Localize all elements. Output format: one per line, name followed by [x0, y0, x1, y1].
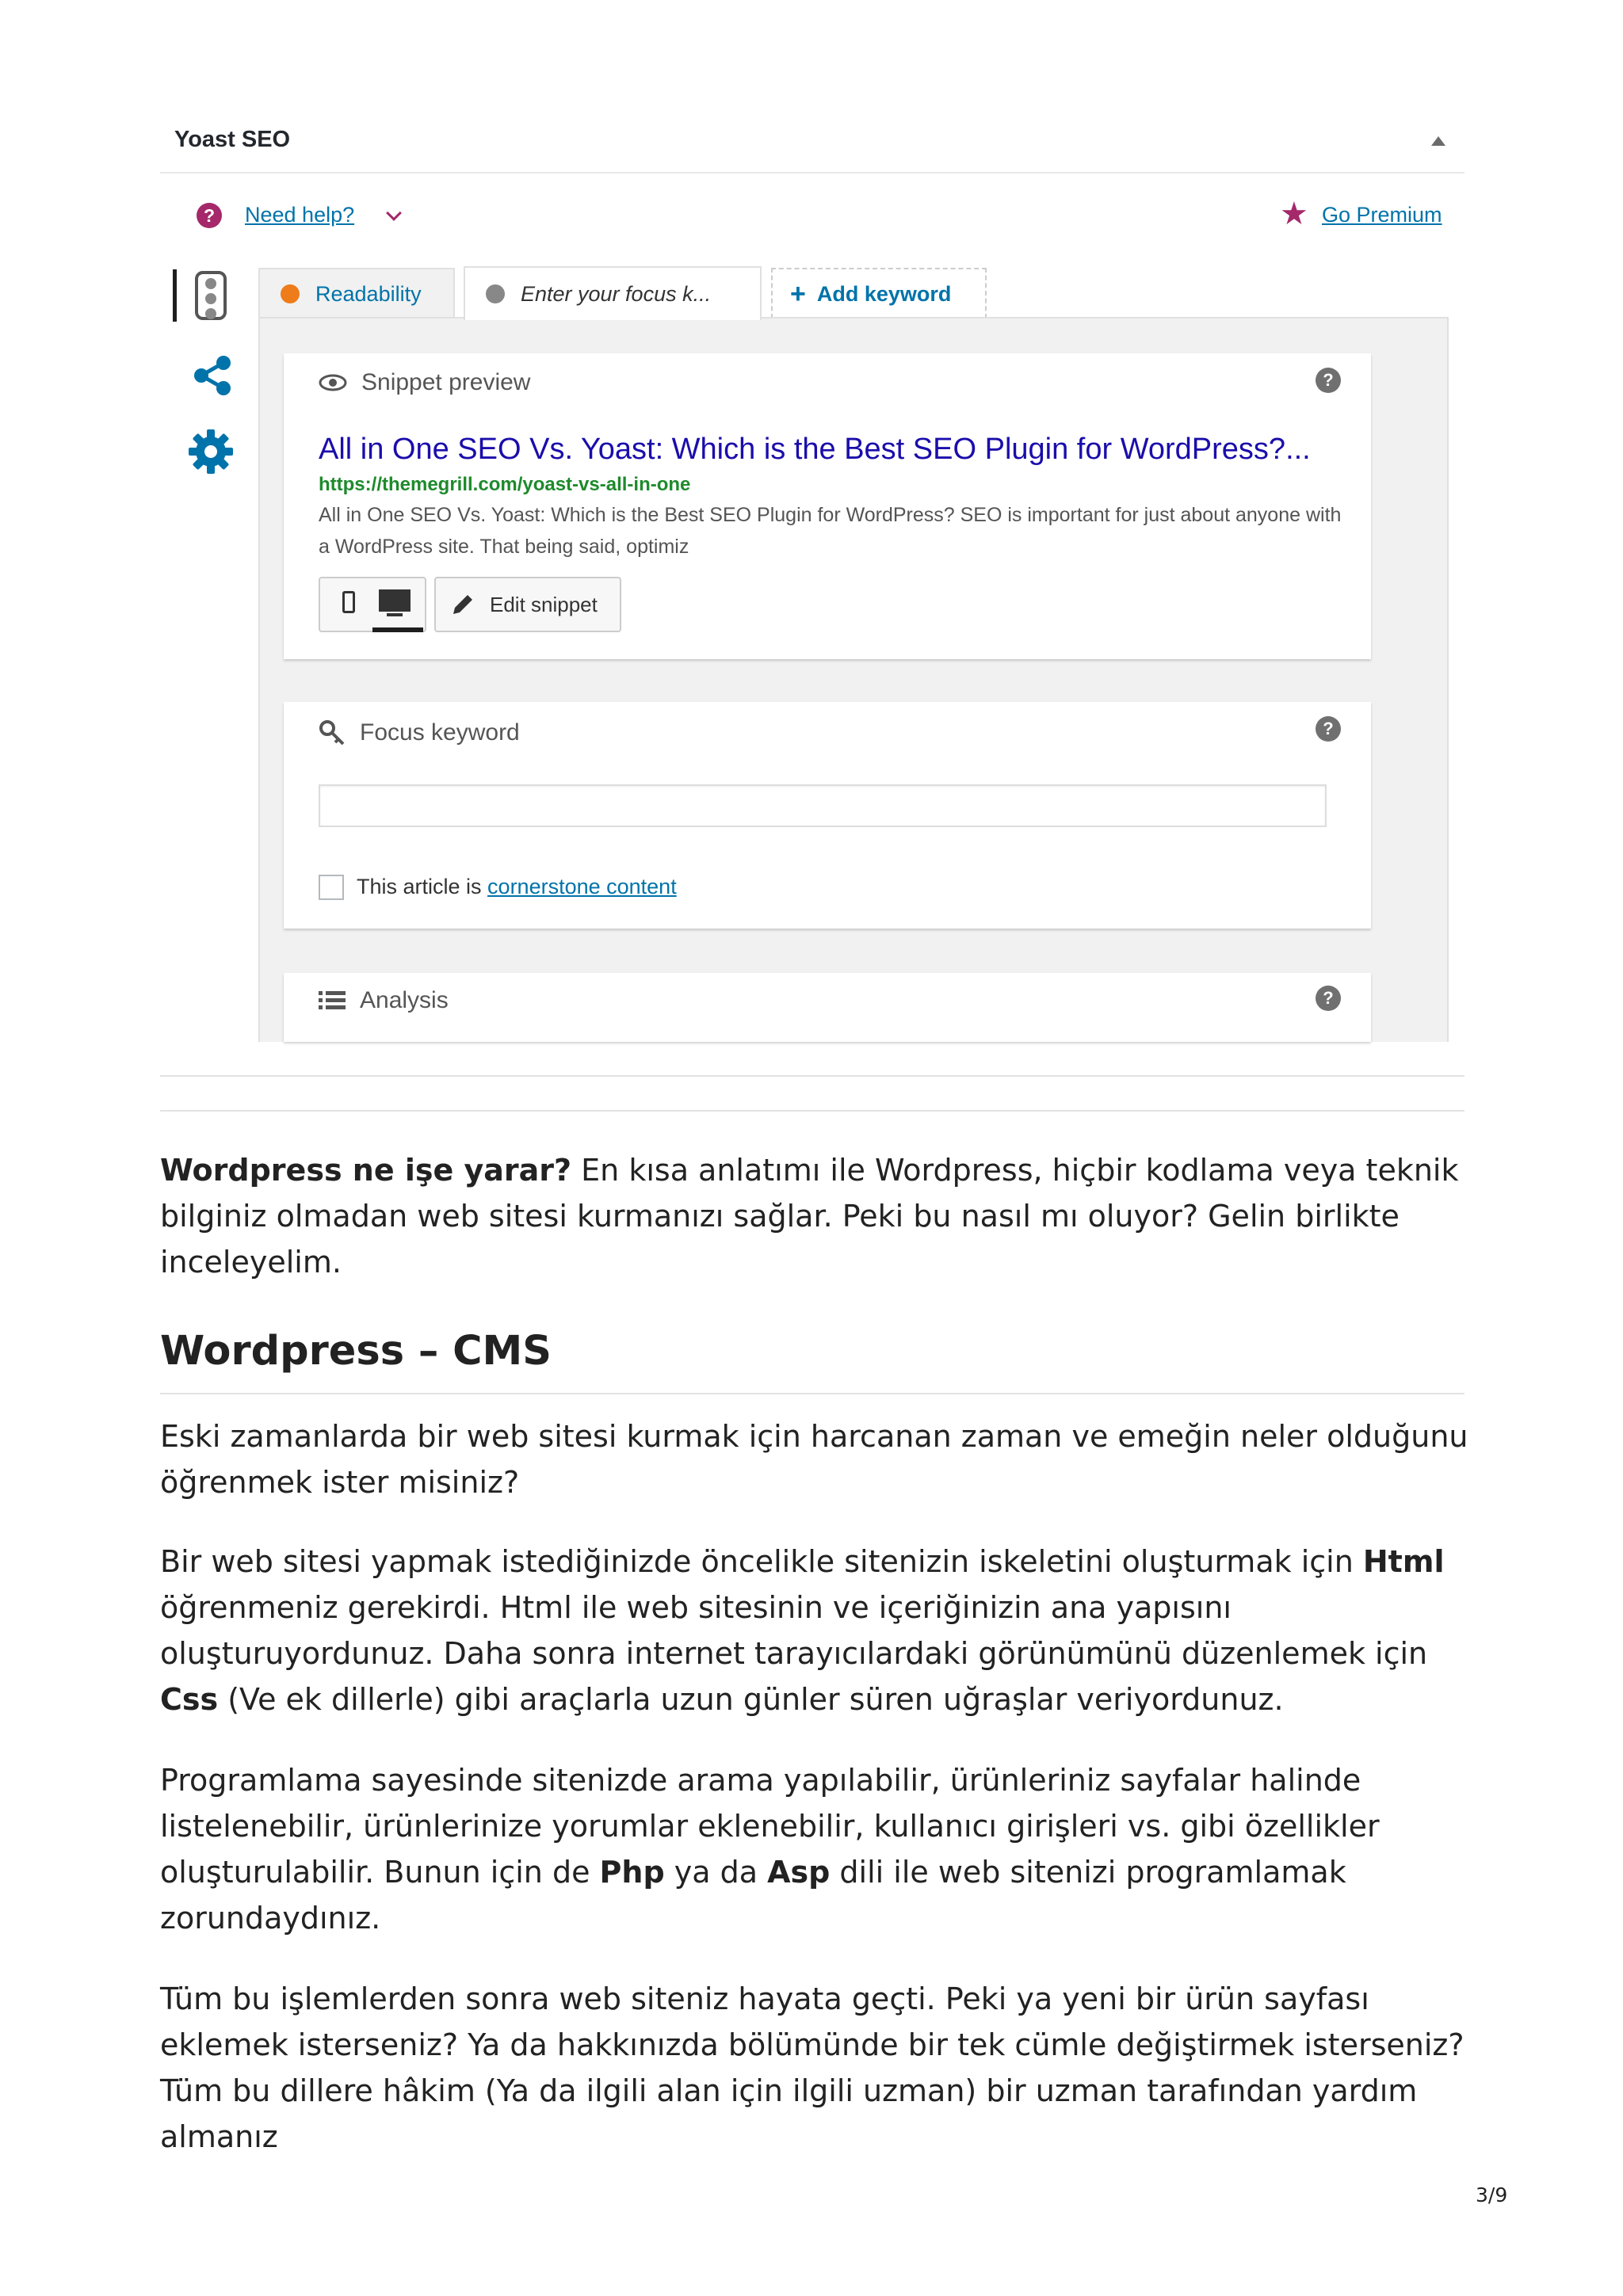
desktop-stand	[387, 613, 403, 616]
snippet-url: https://themegrill.com/yoast-vs-all-in-one	[319, 474, 691, 495]
help-icon[interactable]: ?	[1316, 368, 1341, 393]
intro-paragraph: Wordpress ne işe yarar? En kısa anlatımı ile Wordpress, hiçbir kodlama veya teknik bilginiz olmadan web sitesi kurmanızı sağlar. Peki bu nasıl mı oluyor? Gelin birlikte inceleyelim.	[160, 1153, 1459, 1280]
help-icon[interactable]: ?	[1316, 716, 1341, 742]
traffic-light-icon[interactable]	[195, 271, 227, 320]
focus-keyword-panel	[284, 702, 1371, 929]
paragraph-3: Programlama sayesinde sitenizde arama yapılabilir, ürünleriniz sayfalar halinde listelenebilir, ürünlerinize yorumlar eklenebilir, kullanıcı girişleri vs. gibi özellikler oluşturulabilir. Bunun için de Php ya da Asp dili ile web sitenizi programlamak zorundaydınız.	[160, 1763, 1380, 1936]
seo-score-icon	[486, 284, 505, 303]
edit-snippet-label: Edit snippet	[490, 592, 598, 616]
pencil-icon	[450, 592, 475, 617]
paragraph-4: Tüm bu işlemlerden sonra web siteniz hayata geçti. Peki ya yeni bir ürün sayfası eklemek isterseniz? Ya da hakkınızda bölümünde bir tek cümle değiştirmek isterseniz? Tüm bu dillere hâkim (Ya da ilgili alan için ilgili uzman) bir uzman tarafından yardım almanız	[160, 1981, 1465, 2154]
divider	[160, 1075, 1465, 1077]
list-icon	[319, 990, 346, 1011]
snippet-preview-header[interactable]	[319, 369, 530, 396]
heading-divider	[160, 1393, 1465, 1394]
paragraph-2: Bir web sitesi yapmak istediğinizde öncelikle sitenizin iskeletini oluşturmak için Html öğrenmeniz gerekirdi. Html ile web sitesinin ve içeriğinizin ana yapısını oluşturuyordunuz. Daha sonra internet tarayıcılardaki görünümünü düzenlemek için Css (Ve ek dillerle) gibi araçlarla uzun günler süren uğraşlar veriyordunuz.	[160, 1544, 1445, 1717]
tab-label: Readability	[315, 281, 422, 306]
chevron-down-icon[interactable]	[386, 205, 402, 221]
need-help-link[interactable]: Need help?	[245, 203, 355, 227]
divider	[160, 172, 1465, 174]
device-toggle	[319, 577, 426, 632]
panel-title: Snippet preview	[361, 369, 531, 395]
tab-label: Enter your focus k...	[521, 281, 712, 306]
tab-readability[interactable]	[258, 268, 455, 318]
panel-title: Analysis	[360, 987, 449, 1013]
help-icon[interactable]: ?	[197, 203, 222, 228]
snippet-description: All in One SEO Vs. Yoast: Which is the Best SEO Plugin for WordPress? SEO is important for just about anyone with a WordPress site. That being said, optimiz	[319, 504, 1342, 558]
star-icon: ★	[1280, 196, 1308, 232]
key-icon	[319, 719, 346, 746]
focus-keyword-header[interactable]	[319, 719, 520, 746]
active-section-indicator	[173, 269, 177, 322]
cornerstone-content-link[interactable]: cornerstone content	[487, 875, 677, 898]
mobile-icon[interactable]	[342, 591, 355, 613]
cornerstone-checkbox[interactable]	[319, 875, 344, 900]
tab-focus-keyword[interactable]	[464, 266, 762, 320]
analysis-header[interactable]	[319, 987, 449, 1014]
edit-snippet-button[interactable]	[434, 577, 621, 632]
eye-icon	[319, 374, 347, 391]
cornerstone-label: This article is cornerstone content	[357, 875, 677, 898]
divider	[160, 1110, 1465, 1112]
desktop-icon[interactable]	[379, 589, 411, 612]
metabox-title: Yoast SEO	[174, 127, 291, 152]
paragraph-1: Eski zamanlarda bir web sitesi kurmak için harcanan zaman ve emeğin neler olduğunu öğrenmek ister misiniz?	[160, 1419, 1468, 1500]
plus-icon: +	[790, 278, 806, 309]
focus-keyword-input[interactable]	[319, 784, 1327, 827]
help-icon[interactable]: ?	[1316, 986, 1341, 1011]
section-heading: Wordpress – CMS	[160, 1328, 552, 1375]
gear-icon[interactable]	[187, 428, 235, 475]
collapse-arrow-icon[interactable]	[1431, 136, 1445, 146]
add-keyword-button[interactable]	[771, 268, 987, 318]
snippet-preview-panel	[284, 353, 1371, 659]
tab-label: Add keyword	[816, 281, 952, 306]
page-number: 3/9	[1476, 2183, 1508, 2206]
panel-title: Focus keyword	[360, 719, 520, 746]
analysis-panel	[284, 973, 1371, 1042]
readability-score-icon	[281, 284, 300, 303]
go-premium-link[interactable]: Go Premium	[1322, 203, 1442, 227]
active-device-indicator	[372, 627, 423, 632]
snippet-title: All in One SEO Vs. Yoast: Which is the Best SEO Plugin for WordPress?...	[319, 433, 1311, 466]
share-icon[interactable]	[190, 353, 235, 398]
